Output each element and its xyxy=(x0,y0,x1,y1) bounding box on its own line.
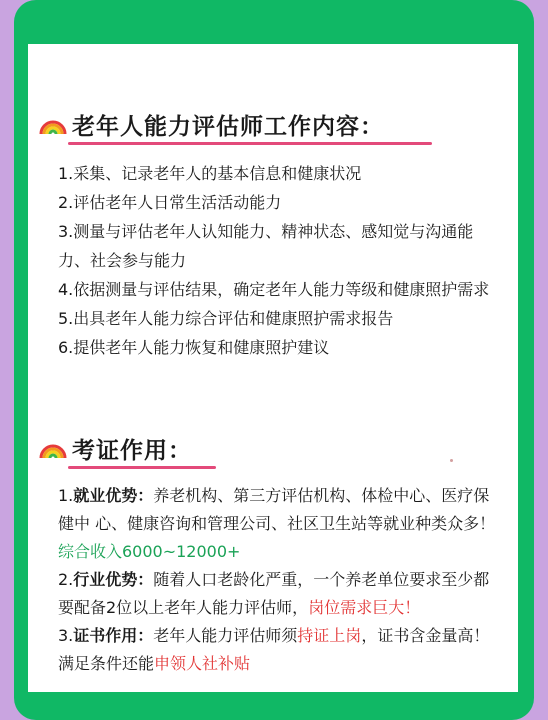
list-item xyxy=(58,566,502,622)
list-item: 6.提供老年人能力恢复和健康照护建议 xyxy=(58,338,330,357)
item-text-tail: ，证书含金量高！满足条件还能 xyxy=(58,626,490,673)
rainbow-icon xyxy=(38,114,68,136)
item-highlight: 持证上岗 xyxy=(297,626,362,645)
section2-heading xyxy=(38,432,192,465)
section1-heading xyxy=(38,108,384,141)
item-number: 3. xyxy=(58,626,74,645)
item-text: 老年人能力评估师须 xyxy=(153,626,298,645)
list-item: 4.依据测量与评估结果，确定老年人能力等级和健康照护需求 xyxy=(58,280,490,299)
list-item: 1.采集、记录老年人的基本信息和健康状况 xyxy=(58,164,362,183)
item-number: 2. xyxy=(58,570,74,589)
item-highlight: 综合收入6000~12000+ xyxy=(58,542,241,561)
section2-list xyxy=(58,482,502,678)
decorative-dot xyxy=(450,459,453,462)
section2-title: 考证作用： xyxy=(72,438,192,464)
rainbow-icon xyxy=(38,438,68,460)
item-text: 养老机构、第三方评估机构、体检中心、医疗保健中 心、健康咨询和管理公司、社区卫生站等就业种类众多！ xyxy=(58,486,496,533)
section2-underline xyxy=(68,466,216,469)
item-label: 行业优势： xyxy=(73,570,154,589)
section1-title: 老年人能力评估师工作内容： xyxy=(72,114,384,140)
list-item xyxy=(58,482,502,566)
item-highlight-2: 申领人社补贴 xyxy=(154,654,251,673)
item-number: 1. xyxy=(58,486,74,505)
item-label: 证书作用： xyxy=(73,626,154,645)
item-label: 就业优势： xyxy=(73,486,154,505)
list-item: 3.测量与评估老年人认知能力、精神状态、感知觉与沟通能力、社会参与能力 xyxy=(58,222,474,270)
list-item xyxy=(58,622,502,678)
item-highlight: 岗位需求巨大！ xyxy=(308,598,421,617)
section1-list xyxy=(58,159,502,362)
list-item: 5.出具老年人能力综合评估和健康照护需求报告 xyxy=(58,309,394,328)
list-item: 2.评估老年人日常生活活动能力 xyxy=(58,193,282,212)
content-card xyxy=(28,44,518,692)
section1-underline xyxy=(68,142,432,145)
item-text: 随着人口老龄化严重，一个养老单位要求至少都要配备2位以上老年人能力评估师， xyxy=(58,570,490,617)
